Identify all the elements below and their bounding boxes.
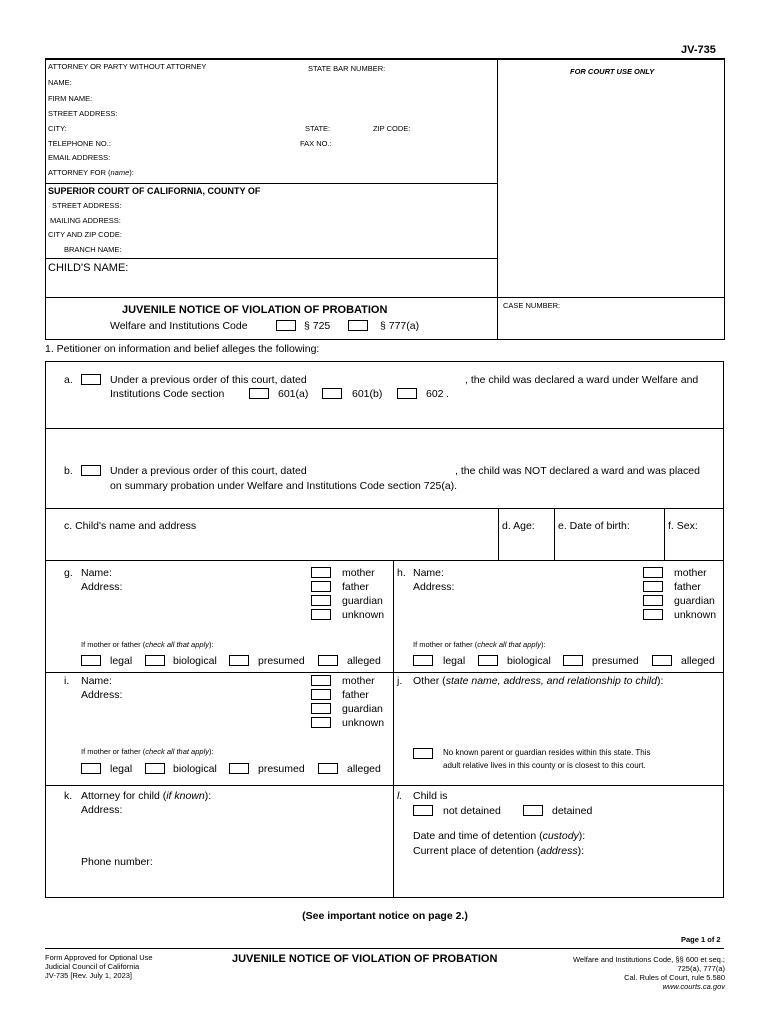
item-k-letter: k. bbox=[64, 790, 73, 802]
wic-label: Welfare and Institutions Code bbox=[110, 320, 248, 332]
i-biological-checkbox[interactable] bbox=[145, 763, 165, 774]
g-mother-label: mother bbox=[342, 567, 375, 579]
h-legal-checkbox[interactable] bbox=[413, 655, 433, 666]
checkbox-777a[interactable] bbox=[348, 320, 368, 331]
opt-725: § 725 bbox=[304, 320, 331, 332]
name-label[interactable]: NAME: bbox=[48, 78, 72, 87]
i-guardian-checkbox[interactable] bbox=[311, 703, 331, 714]
h-presumed-label: presumed bbox=[592, 655, 639, 667]
item-j-letter: j. bbox=[397, 675, 403, 687]
fax-label[interactable]: FAX NO.: bbox=[300, 139, 332, 148]
footer-right-1: Welfare and Institutions Code, §§ 600 et seq.; bbox=[572, 955, 725, 964]
item-b-letter: b. bbox=[64, 465, 73, 477]
i-mother-label: mother bbox=[342, 675, 375, 687]
footer-right-3: Cal. Rules of Court, rule 5.580 bbox=[624, 973, 725, 982]
item-i-address[interactable]: Address: bbox=[81, 689, 123, 701]
l-detention-time[interactable]: Date and time of detention (custody): bbox=[413, 830, 586, 842]
opt-777a: § 777(a) bbox=[380, 320, 420, 332]
item-j-text[interactable]: Other (state name, address, and relationship to child): bbox=[413, 675, 664, 687]
form-title: JUVENILE NOTICE OF VIOLATION OF PROBATION bbox=[122, 304, 388, 316]
item-b-text2: , the child was NOT declared a ward and was placed bbox=[455, 465, 700, 477]
i-alleged-checkbox[interactable] bbox=[318, 763, 338, 774]
checkbox-a[interactable] bbox=[81, 374, 101, 385]
g-presumed-checkbox[interactable] bbox=[229, 655, 249, 666]
page-number: Page 1 of 2 bbox=[681, 935, 721, 944]
j-none-line2: adult relative lives in this county or is closest to this court. bbox=[443, 761, 646, 770]
footer-right-2: 725(a), 777(a) bbox=[677, 964, 725, 973]
item-g-letter: g. bbox=[64, 567, 73, 579]
attorney-label: ATTORNEY OR PARTY WITHOUT ATTORNEY bbox=[48, 62, 207, 71]
checkbox-725[interactable] bbox=[276, 320, 296, 331]
item-l-text: Child is bbox=[413, 790, 448, 802]
i-presumed-label: presumed bbox=[258, 763, 305, 775]
i-unknown-label: unknown bbox=[342, 717, 385, 729]
l-not-detained-label: not detained bbox=[443, 805, 501, 817]
court-title: SUPERIOR COURT OF CALIFORNIA, COUNTY OF bbox=[48, 186, 261, 196]
item-f-label[interactable]: f. Sex: bbox=[668, 520, 698, 532]
item-e-label[interactable]: e. Date of birth: bbox=[558, 520, 630, 532]
h-presumed-checkbox[interactable] bbox=[563, 655, 583, 666]
item-k-phone[interactable]: Phone number: bbox=[81, 856, 153, 868]
phone-label[interactable]: TELEPHONE NO.: bbox=[48, 139, 111, 148]
g-biological-checkbox[interactable] bbox=[145, 655, 165, 666]
item-h-address[interactable]: Address: bbox=[413, 581, 455, 593]
g-unknown-label: unknown bbox=[342, 609, 385, 621]
state-bar-label: STATE BAR NUMBER: bbox=[308, 64, 386, 73]
footer-right-4[interactable]: www.courts.ca.gov bbox=[662, 982, 725, 991]
checkbox-602[interactable] bbox=[397, 388, 417, 399]
h-guardian-checkbox[interactable] bbox=[643, 595, 663, 606]
checkbox-601a[interactable] bbox=[249, 388, 269, 399]
g-father-checkbox[interactable] bbox=[311, 581, 331, 592]
item-c-label[interactable]: c. Child's name and address bbox=[64, 520, 197, 532]
i-unknown-checkbox[interactable] bbox=[311, 717, 331, 728]
court-mailing-label[interactable]: MAILING ADDRESS: bbox=[50, 216, 121, 225]
footer-left-1: Form Approved for Optional Use bbox=[45, 953, 153, 962]
item-a-text2: , the child was declared a ward under Welfare and bbox=[465, 374, 699, 386]
allegations-table bbox=[45, 361, 724, 898]
g-mother-checkbox[interactable] bbox=[311, 567, 331, 578]
i-presumed-checkbox[interactable] bbox=[229, 763, 249, 774]
item-g-name[interactable]: Name: bbox=[81, 567, 112, 579]
footer-left-3: JV-735 [Rev. July 1, 2023] bbox=[45, 971, 132, 980]
street-label[interactable]: STREET ADDRESS: bbox=[48, 109, 118, 118]
item-a-text3: Institutions Code section bbox=[110, 388, 225, 400]
h-unknown-label: unknown bbox=[674, 609, 717, 621]
g-presumed-label: presumed bbox=[258, 655, 305, 667]
g-father-label: father bbox=[342, 581, 369, 593]
right-border bbox=[724, 58, 725, 340]
j-none-line1: No known parent or guardian resides within this state. This bbox=[443, 748, 651, 757]
email-label[interactable]: EMAIL ADDRESS: bbox=[48, 153, 111, 162]
checkbox-b[interactable] bbox=[81, 465, 101, 476]
h-parent-prompt: If mother or father (check all that apply): bbox=[413, 640, 546, 649]
item-1: 1. Petitioner on information and belief alleges the following: bbox=[45, 343, 320, 355]
item-b-text1: Under a previous order of this court, dated bbox=[110, 465, 307, 477]
h-unknown-checkbox[interactable] bbox=[643, 609, 663, 620]
i-alleged-label: alleged bbox=[347, 763, 381, 775]
item-h-name[interactable]: Name: bbox=[413, 567, 444, 579]
g-legal-checkbox[interactable] bbox=[81, 655, 101, 666]
h-biological-label: biological bbox=[507, 655, 551, 667]
footer-title: JUVENILE NOTICE OF VIOLATION OF PROBATION bbox=[232, 953, 498, 965]
i-guardian-label: guardian bbox=[342, 703, 383, 715]
h-mother-checkbox[interactable] bbox=[643, 567, 663, 578]
h-biological-checkbox[interactable] bbox=[478, 655, 498, 666]
important-notice: (See important notice on page 2.) bbox=[302, 910, 468, 922]
i-father-label: father bbox=[342, 689, 369, 701]
attorney-for-label[interactable]: ATTORNEY FOR (name): bbox=[48, 168, 134, 177]
j-none-checkbox[interactable] bbox=[413, 748, 433, 759]
g-unknown-checkbox[interactable] bbox=[311, 609, 331, 620]
l-not-detained-checkbox[interactable] bbox=[413, 805, 433, 816]
case-number-label[interactable]: CASE NUMBER: bbox=[503, 301, 561, 310]
h-legal-label: legal bbox=[443, 655, 466, 667]
court-street-label[interactable]: STREET ADDRESS: bbox=[52, 201, 122, 210]
city-label[interactable]: CITY: bbox=[48, 124, 67, 133]
h-mother-label: mother bbox=[674, 567, 707, 579]
opt-602: 602 bbox=[426, 388, 444, 400]
i-father-checkbox[interactable] bbox=[311, 689, 331, 700]
l-detained-checkbox[interactable] bbox=[523, 805, 543, 816]
g-guardian-checkbox[interactable] bbox=[311, 595, 331, 606]
g-alleged-checkbox[interactable] bbox=[318, 655, 338, 666]
item-a-text1: Under a previous order of this court, dated bbox=[110, 374, 307, 386]
state-label[interactable]: STATE: bbox=[305, 124, 331, 133]
h-father-label: father bbox=[674, 581, 701, 593]
item-d-label[interactable]: d. Age: bbox=[502, 520, 535, 532]
footer-left-2: Judicial Council of California bbox=[45, 962, 140, 971]
court-city-label[interactable]: CITY AND ZIP CODE: bbox=[48, 230, 122, 239]
item-i-letter: i. bbox=[64, 675, 70, 687]
checkbox-601b[interactable] bbox=[322, 388, 342, 399]
h-guardian-label: guardian bbox=[674, 595, 715, 607]
i-parent-prompt: If mother or father (check all that apply): bbox=[81, 747, 214, 756]
form-id: JV-735 bbox=[681, 44, 716, 56]
g-parent-prompt: If mother or father (check all that apply): bbox=[81, 640, 214, 649]
firm-label[interactable]: FIRM NAME: bbox=[48, 94, 93, 103]
i-legal-label: legal bbox=[110, 763, 133, 775]
item-a-letter: a. bbox=[64, 374, 73, 386]
item-a-dot: . bbox=[446, 388, 449, 400]
court-branch-label[interactable]: BRANCH NAME: bbox=[64, 245, 122, 254]
item-l-letter: l. bbox=[397, 790, 403, 802]
childs-name-label[interactable]: CHILD'S NAME: bbox=[48, 262, 129, 274]
g-guardian-label: guardian bbox=[342, 595, 383, 607]
i-biological-label: biological bbox=[173, 763, 217, 775]
i-mother-checkbox[interactable] bbox=[311, 675, 331, 686]
item-g-address[interactable]: Address: bbox=[81, 581, 123, 593]
opt-601b: 601(b) bbox=[352, 388, 383, 400]
opt-601a: 601(a) bbox=[278, 388, 309, 400]
g-biological-label: biological bbox=[173, 655, 217, 667]
item-k-text[interactable]: Attorney for child (if known): bbox=[81, 790, 212, 802]
l-detention-place[interactable]: Current place of detention (address): bbox=[413, 845, 585, 857]
zip-label[interactable]: ZIP CODE: bbox=[373, 124, 411, 133]
g-legal-label: legal bbox=[110, 655, 133, 667]
h-father-checkbox[interactable] bbox=[643, 581, 663, 592]
h-alleged-checkbox[interactable] bbox=[652, 655, 672, 666]
court-use-label: FOR COURT USE ONLY bbox=[570, 67, 655, 76]
item-h-letter: h. bbox=[397, 567, 406, 579]
item-b-text3: on summary probation under Welfare and Institutions Code section 725(a). bbox=[110, 480, 458, 492]
item-i-name[interactable]: Name: bbox=[81, 675, 112, 687]
l-detained-label: detained bbox=[552, 805, 593, 817]
item-k-address[interactable]: Address: bbox=[81, 804, 123, 816]
top-rule bbox=[45, 58, 724, 60]
h-alleged-label: alleged bbox=[681, 655, 715, 667]
g-alleged-label: alleged bbox=[347, 655, 381, 667]
i-legal-checkbox[interactable] bbox=[81, 763, 101, 774]
